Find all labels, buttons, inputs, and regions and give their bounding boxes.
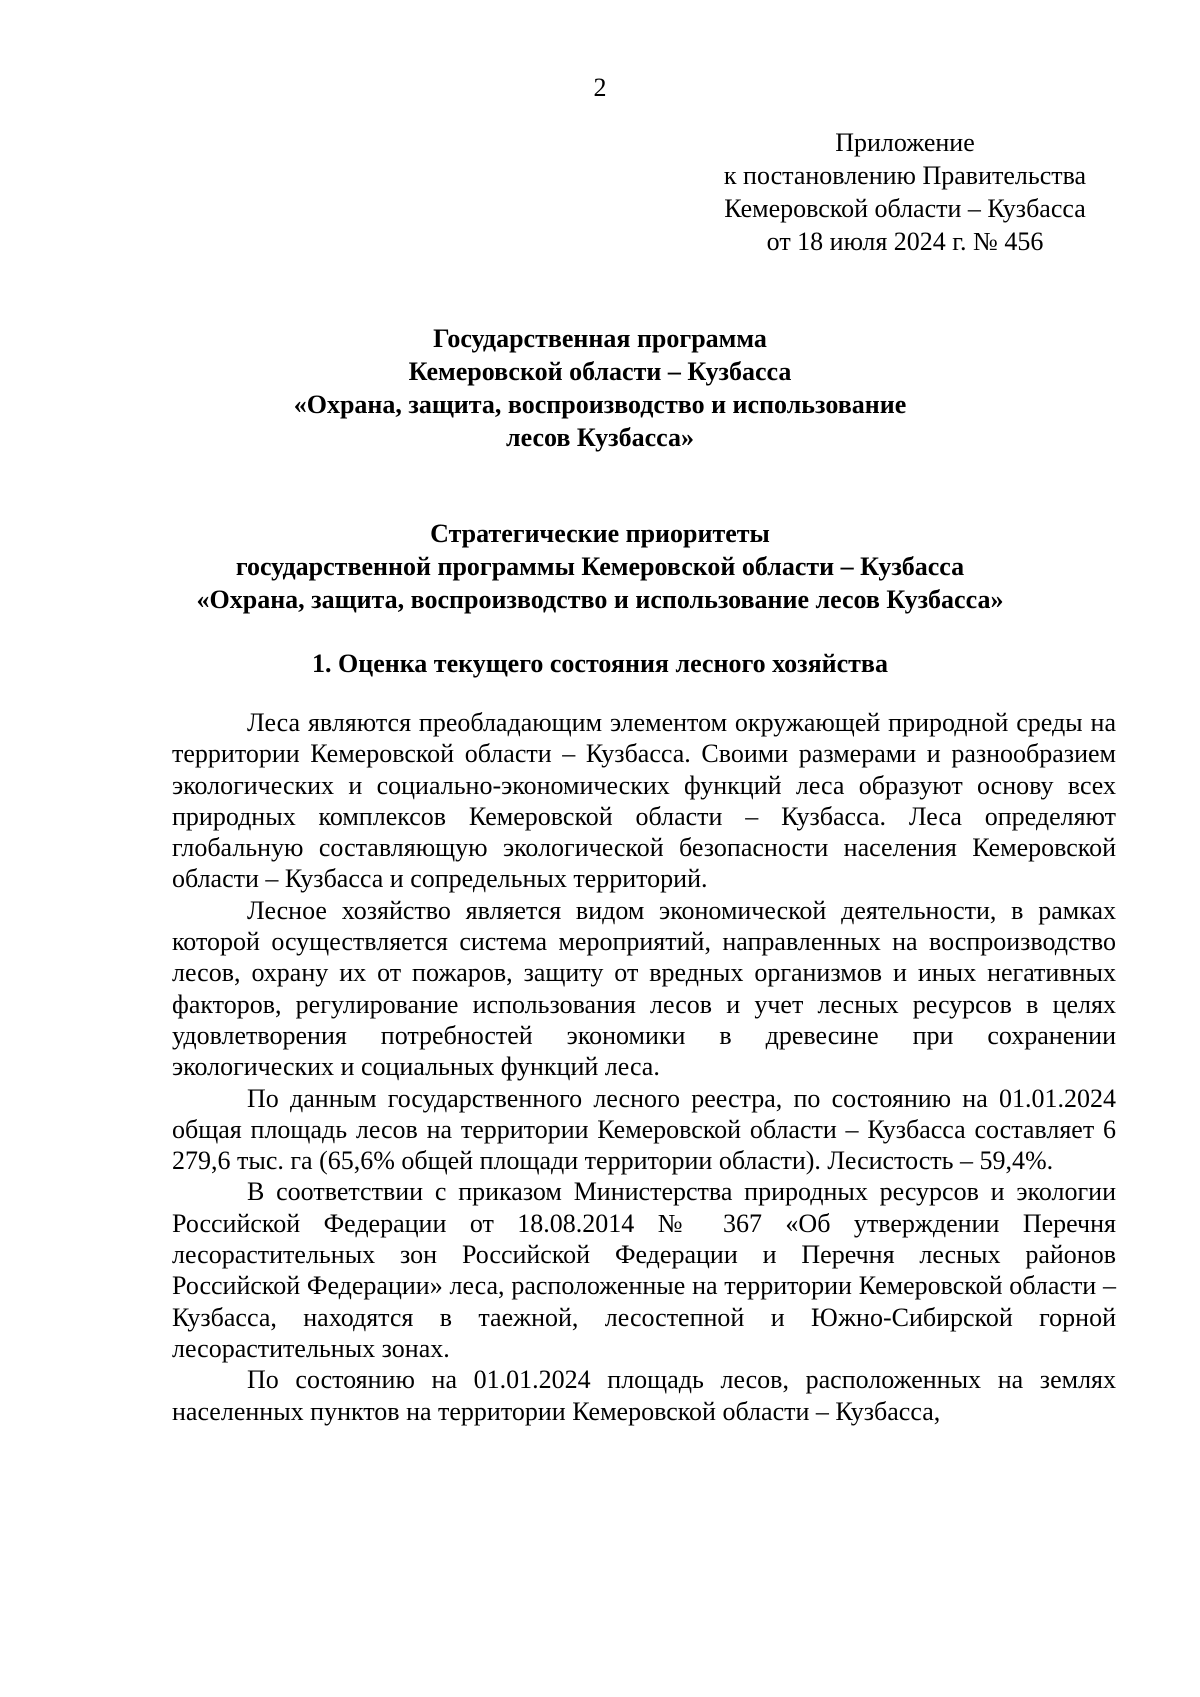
- priorities-title-line: Стратегические приоритеты: [430, 519, 770, 548]
- program-title-line: лесов Кузбасса»: [506, 423, 694, 452]
- program-title-line: Кемеровской области – Кузбасса: [408, 357, 792, 386]
- appendix-line: от 18 июля 2024 г. № 456: [766, 227, 1044, 256]
- paragraph: По состоянию на 01.01.2024 площадь лесов, расположенных на землях населенных пунктов на территории Кемеровской области – Кузбасса,: [172, 1365, 1116, 1426]
- body-text: [172, 707, 1116, 1427]
- priorities-title: [120, 517, 1080, 616]
- appendix-line: Кемеровской области – Кузбасса: [724, 194, 1086, 223]
- appendix-line: к постановлению Правительства: [723, 161, 1087, 190]
- priorities-title-line: «Охрана, защита, воспроизводство и использование лесов Кузбасса»: [196, 585, 1004, 614]
- appendix-line: Приложение: [835, 128, 975, 157]
- paragraph: Лесное хозяйство является видом экономической деятельности, в рамках которой осуществляется система мероприятий, направленных на воспроизводство лесов, охрану их от пожаров, защиту от вредных организмов и иных негативных факторов, регулирование использования лесов и учет лесных ресурсов в целях удовлетворения потребностей экономики в древесине при сохранении экологических и социальных функций леса.: [172, 895, 1116, 1082]
- paragraph: По данным государственного лесного реестра, по состоянию на 01.01.2024 общая площадь лесов на территории Кемеровской области – Кузбасса составляет 6 279,6 тыс. га (65,6% общей площади территории области). Лесистость – 59,4%.: [172, 1083, 1116, 1176]
- priorities-title-line: государственной программы Кемеровской области – Кузбасса: [235, 552, 965, 581]
- appendix-block: [690, 126, 1120, 258]
- paragraph: Леса являются преобладающим элементом окружающей природной среды на территории Кемеровской области – Кузбасса. Своими размерами и разнообразием экологических и социально-экономических функций леса образуют основу всех природных комплексов Кемеровской области – Кузбасса. Леса определяют глобальную составляющую экологической безопасности населения Кемеровской области – Кузбасса и сопредельных территорий.: [172, 708, 1116, 894]
- section-title-text: 1. Оценка текущего состояния лесного хозяйства: [312, 649, 888, 678]
- section-title: [120, 647, 1080, 680]
- program-title: [120, 322, 1080, 454]
- paragraph: В соответствии с приказом Министерства природных ресурсов и экологии Российской Федерации от 18.08.2014 № 367 «Об утверждении Перечня лесорастительных зон Российской Федерации и Перечня лесных районов Российской Федерации» леса, расположенные на территории Кемеровской области – Кузбасса, находятся в таежной, лесостепной и Южно-Сибирской горной лесорастительных зонах.: [172, 1177, 1116, 1363]
- program-title-line: Государственная программа: [433, 324, 767, 353]
- program-title-line: «Охрана, защита, воспроизводство и использование: [293, 390, 907, 419]
- page-number: 2: [593, 73, 607, 102]
